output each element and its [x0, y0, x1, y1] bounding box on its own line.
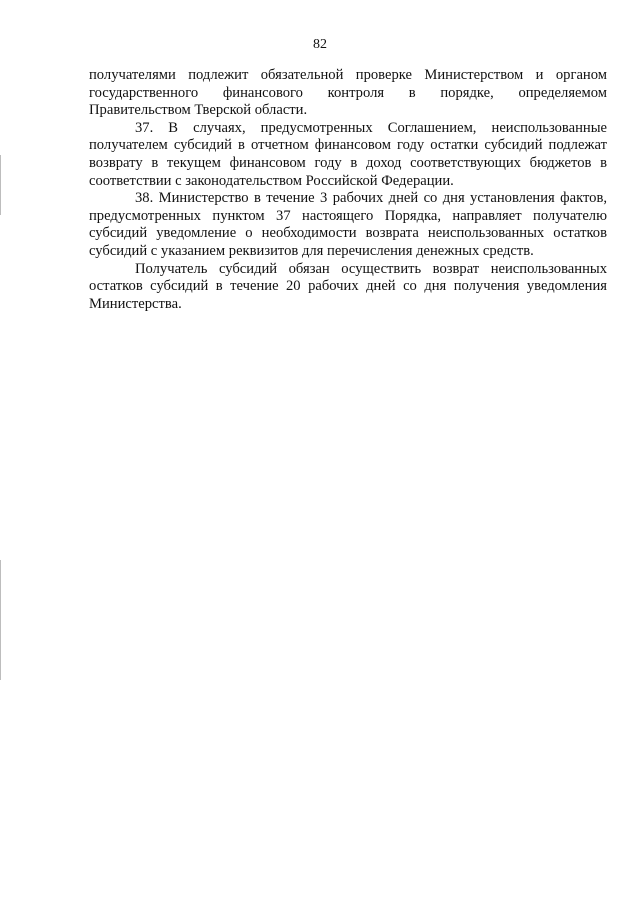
paragraph-recipient-obligation: Получатель субсидий обязан осуществить возврат неиспользованных остатков субсидий в течение 20 рабочих дней со дня получения уведомления Министерства. [89, 260, 607, 312]
scan-edge-mark [0, 560, 1, 680]
document-body [89, 67, 607, 313]
page-number: 82 [313, 37, 327, 52]
paragraph-item-38: 38. Министерство в течение 3 рабочих дней со дня установления фактов, предусмотренных пунктом 37 настоящего Порядка, направляет получателю субсидий уведомление о необходимости возврата неиспользованных остатков субсидий с указанием реквизитов для перечисления денежных средств. [89, 190, 607, 259]
paragraph-item-37: 37. В случаях, предусмотренных Соглашением, неиспользованные получателем субсидий в отчетном финансовом году остатки субсидий подлежат возврату в текущем финансовом году в доход соответствующих бюджетов в соответствии с законодательством Российской Федерации. [89, 119, 607, 189]
paragraph-continuation: получателями подлежит обязательной проверке Министерством и органом государственного финансового контроля в порядке, определяемом Правительством Тверской области. [89, 67, 607, 119]
scan-edge-mark [0, 155, 1, 215]
